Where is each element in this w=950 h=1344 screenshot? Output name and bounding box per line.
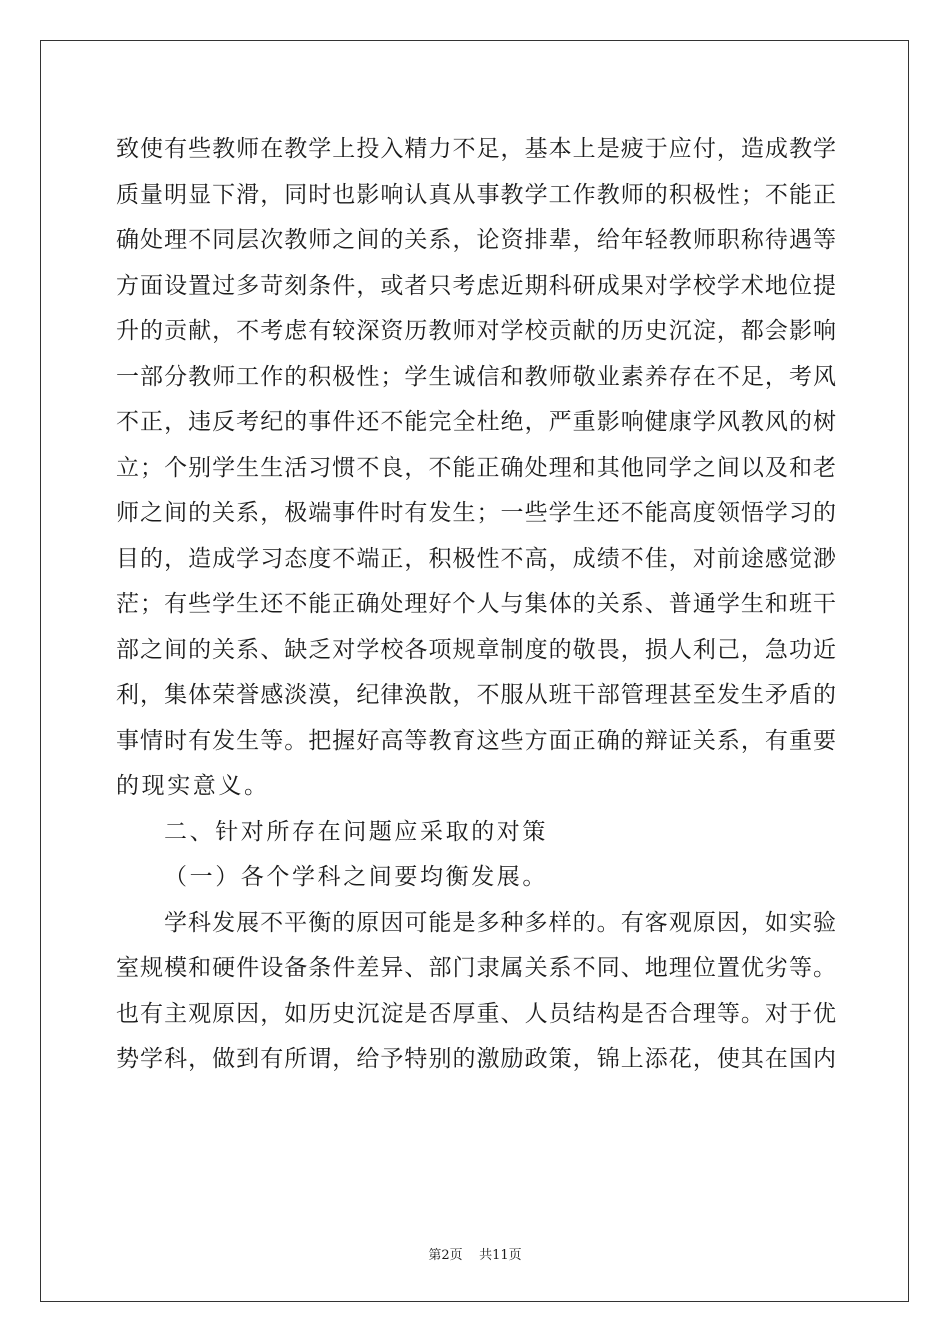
text-line: 的现实意义。 [116,773,270,799]
text-line: 茫；有些学生还不能正确处理好个人与集体的关系、普通学生和班干 [116,591,836,617]
subsection-heading: （一）各个学科之间要均衡发展。 [164,864,548,890]
text-line: 致使有些教师在教学上投入精力不足，基本上是疲于应付，造成教学 [116,136,836,162]
text-line: 事情时有发生等。把握好高等教育这些方面正确的辩证关系，有重要 [116,727,836,754]
text-line: 也有主观原因，如历史沉淀是否厚重、人员结构是否合理等。对于优 [116,1000,836,1027]
text-line: 目的，造成学习态度不端正，积极性不高，成绩不佳，对前途感觉渺 [116,545,836,572]
page-number-footer: 第2页 共11页 [428,1248,522,1263]
text-line: 立；个别学生生活习惯不良，不能正确处理和其他同学之间以及和老 [116,454,836,481]
text-line: 确处理不同层次教师之间的关系，论资排辈，给年轻教师职称待遇等 [116,227,836,253]
text-line: 室规模和硬件设备条件差异、部门隶属关系不同、地理位置优劣等。 [116,955,836,981]
text-line: 利，集体荣誉感淡漠，纪律涣散，不服从班干部管理甚至发生矛盾的 [116,682,836,708]
text-line: 质量明显下滑，同时也影响认真从事教学工作教师的积极性；不能正 [116,181,836,208]
text-line: 升的贡献，不考虑有较深资历教师对学校贡献的历史沉淀，都会影响 [116,318,836,344]
document-body [116,127,836,1083]
section-heading: 二、针对所存在问题应采取的对策 [164,818,548,845]
text-line: 势学科，做到有所谓，给予特别的激励政策，锦上添花，使其在国内 [116,1046,836,1072]
text-line: 方面设置过多苛刻条件，或者只考虑近期科研成果对学校学术地位提 [116,272,836,299]
text-line: 师之间的关系，极端事件时有发生；一些学生还不能高度领悟学习的 [116,500,836,526]
text-line: 学科发展不平衡的原因可能是多种多样的。有客观原因，如实验 [164,909,836,936]
text-line: 不正，违反考纪的事件还不能完全杜绝，严重影响健康学风教风的树 [116,409,836,435]
text-line: 部之间的关系、缺乏对学校各项规章制度的敬畏，损人利己，急功近 [116,636,836,663]
text-line: 一部分教师工作的积极性；学生诚信和教师敬业素养存在不足，考风 [116,363,836,390]
